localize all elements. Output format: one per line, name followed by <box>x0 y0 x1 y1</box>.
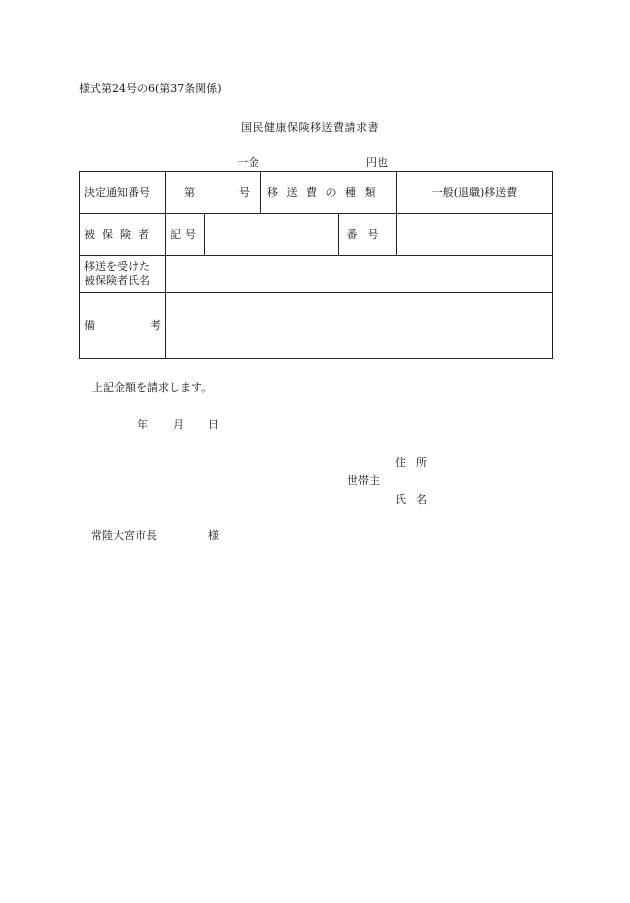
remarks-input[interactable] <box>166 293 553 359</box>
number-input[interactable] <box>397 214 553 256</box>
decision-number-field[interactable] <box>166 172 261 214</box>
row-insured <box>80 214 553 256</box>
date-day: 日 <box>208 418 219 431</box>
amount-input[interactable] <box>265 156 360 169</box>
decision-no-suffix: 号 <box>239 185 250 199</box>
insured-label: 被保険者 <box>80 214 166 256</box>
recipient-honorific: 様 <box>208 529 219 542</box>
patient-label-line2: 被保険者氏名 <box>84 274 150 287</box>
patient-name-input[interactable] <box>166 256 553 293</box>
form-title: 国民健康保険移送費請求書 <box>241 121 379 134</box>
row-patient <box>80 256 553 293</box>
number-label: 番号 <box>339 214 397 256</box>
symbol-label: 記号 <box>166 214 205 256</box>
request-form-table <box>79 171 553 359</box>
request-statement: 上記金額を請求します。 <box>92 381 213 394</box>
amount-suffix: 円也 <box>366 156 388 169</box>
patient-label <box>80 256 166 293</box>
decision-label: 決定通知番号 <box>80 172 166 214</box>
form-id: 様式第24号の6(第37条関係) <box>79 82 222 95</box>
date-month: 月 <box>173 418 184 431</box>
name-label: 氏名 <box>395 493 437 506</box>
head-of-household-label: 世帯主 <box>347 474 380 487</box>
type-label: 移送費の種類 <box>261 172 397 214</box>
address-label: 住所 <box>395 456 437 469</box>
symbol-input[interactable] <box>205 214 339 256</box>
recipient-name: 常陸大宮市長 <box>91 529 157 542</box>
row-decision <box>80 172 553 214</box>
amount-prefix: 一金 <box>237 156 259 169</box>
remarks-label <box>80 293 166 359</box>
remarks-label-b: 考 <box>150 318 161 332</box>
patient-label-line1: 移送を受けた <box>84 260 150 273</box>
remarks-label-a: 備 <box>84 318 95 332</box>
date-year: 年 <box>137 418 148 431</box>
type-value: 一般(退職)移送費 <box>397 172 553 214</box>
row-remarks <box>80 293 553 359</box>
decision-no-prefix: 第 <box>184 185 195 199</box>
